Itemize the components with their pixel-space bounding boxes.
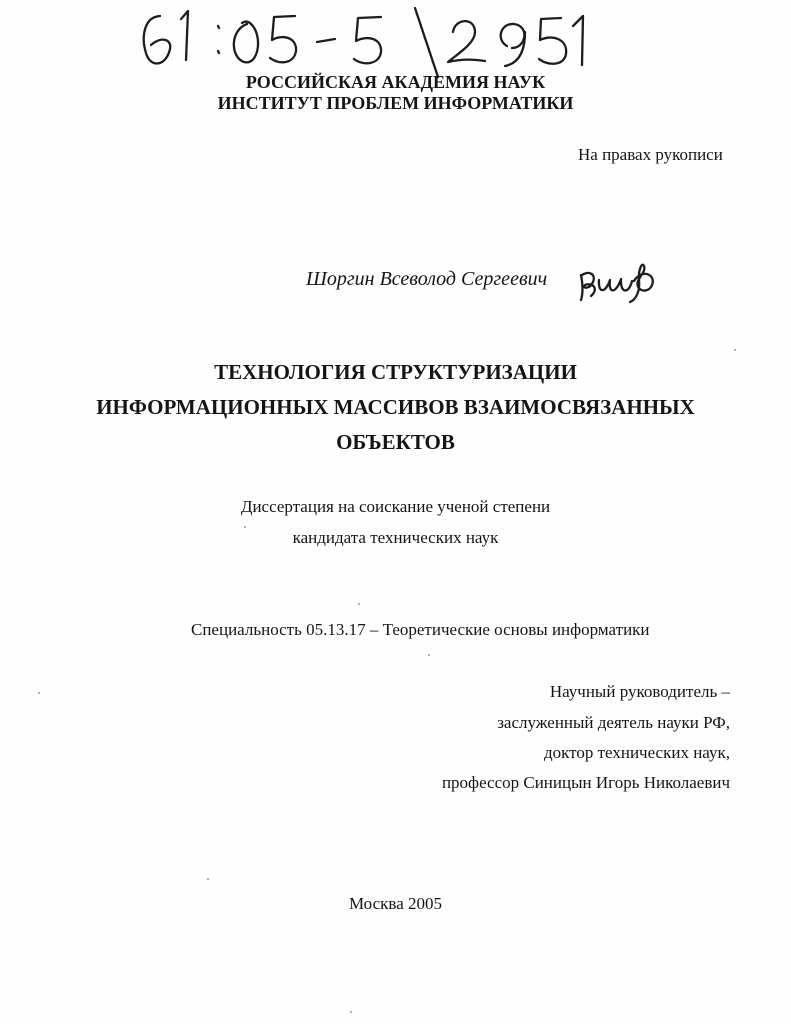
supervisor-line-4: профессор Синицын Игорь Николаевич (441, 773, 730, 792)
supervisor-line-1: Научный руководитель – (549, 682, 730, 701)
scan-speck (38, 692, 40, 694)
handwritten-archive-code-icon (136, 4, 588, 78)
degree-line-2: кандидата технических наук (292, 528, 499, 547)
specialty-line: Специальность 05.13.17 – Теоретические основы информатики (191, 620, 650, 639)
scan-speck (350, 1011, 352, 1013)
scan-speck (428, 654, 430, 656)
dissertation-title-line-3: ОБЪЕКТОВ (336, 430, 455, 454)
place-year: Москва 2005 (348, 894, 443, 913)
scan-speck (358, 603, 360, 605)
degree-line-1: Диссертация на соискание ученой степени (240, 497, 551, 516)
dissertation-title-line-1: ТЕХНОЛОГИЯ СТРУКТУРИЗАЦИИ (214, 360, 577, 384)
academy-name: РОССИЙСКАЯ АКАДЕМИЯ НАУК (245, 72, 546, 92)
manuscript-note: На правах рукописи (578, 145, 723, 164)
supervisor-line-2: заслуженный деятель науки РФ, (497, 713, 730, 732)
supervisor-line-3: доктор технических наук, (543, 743, 730, 762)
scan-speck (207, 878, 209, 880)
scan-speck (244, 526, 246, 528)
dissertation-title-line-2: ИНФОРМАЦИОННЫХ МАССИВОВ ВЗАИМОСВЯЗАННЫХ (96, 395, 695, 419)
author-name: Шоргин Всеволод Сергеевич (306, 268, 548, 290)
institute-name: ИНСТИТУТ ПРОБЛЕМ ИНФОРМАТИКИ (217, 93, 574, 113)
scan-speck (734, 349, 736, 351)
signature-icon (574, 260, 660, 304)
